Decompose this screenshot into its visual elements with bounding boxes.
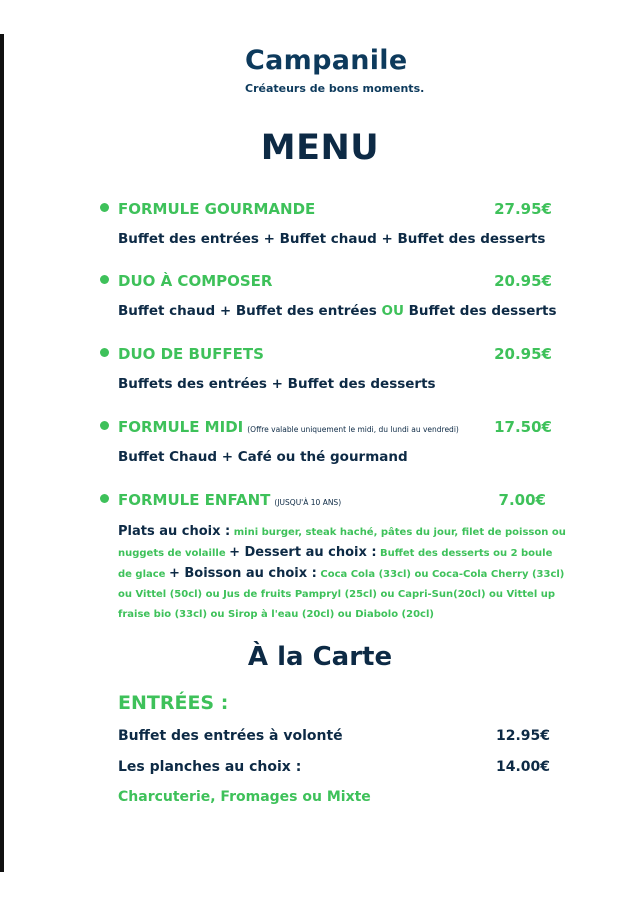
- formule-name: DUO À COMPOSER: [118, 272, 273, 290]
- entrees-title: ENTRÉES :: [118, 692, 229, 714]
- formule-name-text: FORMULE ENFANT: [118, 491, 271, 509]
- carte-item-price: 14.00€: [495, 759, 550, 775]
- carte-item-planches: [118, 759, 550, 775]
- duo-a-composer: [100, 272, 560, 319]
- bullet-icon: [100, 494, 109, 503]
- duo-de-buffets: [100, 345, 560, 392]
- desc-part1: Buffet chaud + Buffet des entrées: [118, 303, 382, 319]
- formule-gourmande: [100, 200, 560, 247]
- carte-item-name: Buffet des entrées à volonté: [118, 728, 343, 744]
- formule-enfant: [100, 491, 560, 513]
- planches-options: Charcuterie, Fromages ou Mixte: [118, 789, 371, 805]
- formule-enfant-description: [118, 522, 568, 625]
- formule-price: 20.95€: [494, 272, 552, 290]
- formule-name-text: FORMULE MIDI: [118, 418, 244, 436]
- formule-note: (JUSQU'À 10 ANS): [274, 498, 342, 507]
- desc-highlight: OU: [381, 303, 404, 319]
- formule-price: 17.50€: [494, 418, 552, 436]
- desc-part2: Buffet des desserts: [403, 303, 557, 319]
- plats-label: Plats au choix :: [118, 524, 231, 539]
- dessert-label: + Dessert au choix :: [229, 545, 377, 560]
- formule-name: FORMULE GOURMANDE: [118, 200, 316, 218]
- logo-tagline: Créateurs de bons moments.: [245, 82, 425, 95]
- bullet-icon: [100, 348, 109, 357]
- plats-text: mini burger, steak haché, pâtes du jour, filet de poisson ou nuggets de volaille: [118, 527, 566, 559]
- carte-item-price: 12.95€: [495, 728, 550, 744]
- bullet-icon: [100, 421, 109, 430]
- formule-midi: [100, 418, 560, 465]
- dessert-text: Buffet des desserts ou 2 boule de glace: [118, 548, 553, 580]
- formule-description: Buffet Chaud + Café ou thé gourmand: [118, 449, 408, 465]
- boisson-text: Coca Cola (33cl) ou Coca-Cola Cherry (33cl) ou Vittel (50cl) ou Jus de fruits Pampryl (25cl) ou Capri-Sun(20cl) ou Vittel up fraise bio (33cl) ou Sirop à l'eau (20cl) ou Diabolo (20cl): [118, 569, 565, 620]
- formule-price: 7.00€: [498, 491, 546, 509]
- formule-price: 27.95€: [494, 200, 552, 218]
- formule-description: Buffets des entrées + Buffet des desserts: [118, 376, 436, 392]
- bullet-icon: [100, 203, 109, 212]
- formule-description: Buffet des entrées + Buffet chaud + Buffet des desserts: [118, 231, 546, 247]
- formule-name: DUO DE BUFFETS: [118, 345, 264, 363]
- carte-item-name: Les planches au choix :: [118, 759, 302, 775]
- boisson-label: + Boisson au choix :: [168, 566, 317, 581]
- menu-title: MENU: [260, 128, 380, 168]
- formule-note: (Offre valable uniquement le midi, du lundi au vendredi): [247, 425, 459, 434]
- formule-price: 20.95€: [494, 345, 552, 363]
- bullet-icon: [100, 275, 109, 284]
- formule-name: [118, 418, 459, 436]
- carte-item-buffet-entrees: [118, 728, 550, 744]
- carte-title: À la Carte: [247, 642, 393, 672]
- formule-name: [118, 491, 341, 509]
- campanile-logo: Campanile: [245, 45, 408, 76]
- formule-description: [118, 303, 560, 319]
